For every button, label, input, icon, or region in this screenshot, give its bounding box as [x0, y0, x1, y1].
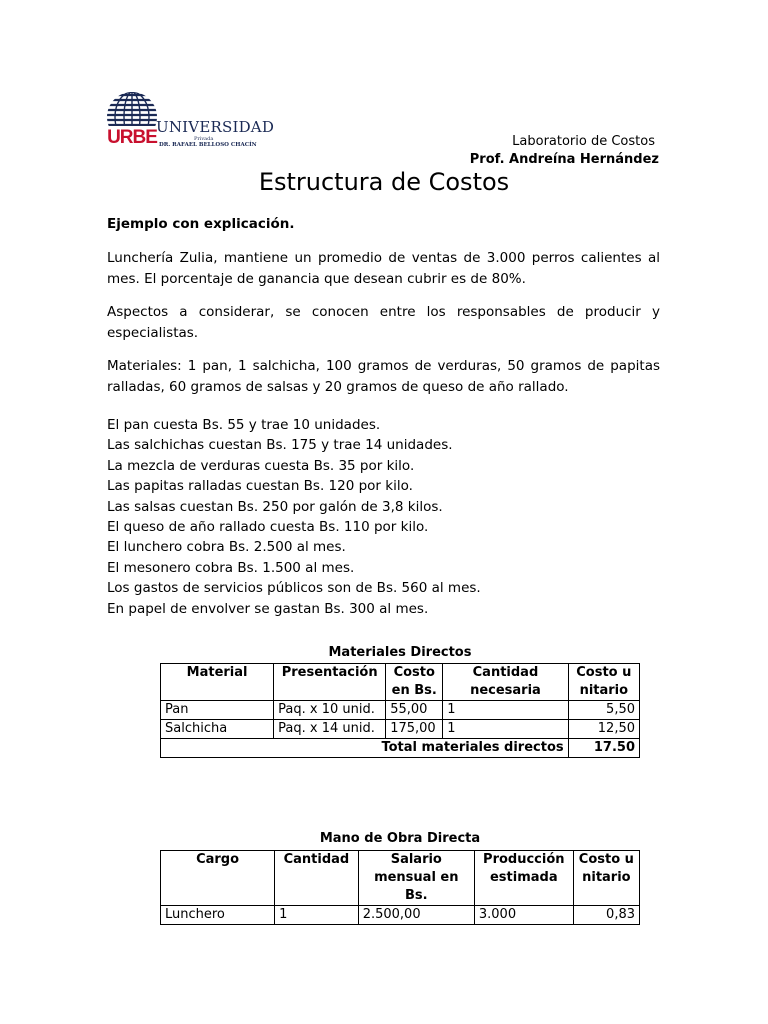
fact-line: Las papitas ralladas cuestan Bs. 120 por kilo. — [107, 478, 413, 495]
logo-university-text: UNIVERSIDAD — [156, 118, 275, 136]
cell-cost: 55,00 — [386, 701, 443, 720]
paragraph-aspects: Aspectos a considerar, se conocen entre los responsables de producir y especialistas. — [107, 304, 660, 341]
logo-privada-text: Privada — [194, 136, 214, 142]
col-header-unit-cost: Costo unitario — [568, 664, 639, 701]
professor-name: Prof. Andreína Hernández — [469, 152, 659, 167]
col-header-role: Cargo — [161, 851, 275, 906]
table-header-row — [161, 664, 640, 701]
col-header-unit-cost: Costo unitario — [573, 851, 639, 906]
labor-table-title: Mano de Obra Directa — [319, 831, 481, 846]
cell-quantity: 1 — [443, 720, 568, 739]
cell-unit-cost: 0,83 — [573, 906, 639, 925]
col-header-cost: Costo en Bs. — [386, 664, 443, 701]
fact-line: El pan cuesta Bs. 55 y trae 10 unidades. — [107, 417, 381, 433]
fact-line: El queso de año rallado cuesta Bs. 110 por kilo. — [107, 519, 429, 536]
table-total-row — [161, 739, 640, 758]
fact-line: Las salsas cuestan Bs. 250 por galón de 3,8 kilos. — [107, 498, 443, 515]
document-title: Estructura de Costos — [258, 168, 510, 196]
cell-quantity: 1 — [275, 906, 359, 925]
cell-unit-cost: 5,50 — [568, 701, 639, 720]
cell-material: Pan — [161, 701, 274, 720]
col-header-production: Producción estimada — [474, 851, 573, 906]
cost-facts-list — [107, 415, 660, 619]
cell-production: 3.000 — [474, 906, 573, 925]
cell-unit-cost: 12,50 — [568, 720, 639, 739]
cell-presentation: Paq. x 14 unid. — [274, 720, 386, 739]
fact-line: El lunchero cobra Bs. 2.500 al mes. — [107, 539, 346, 556]
total-value: 17.50 — [568, 739, 639, 758]
university-logo — [104, 91, 274, 151]
cell-quantity: 1 — [443, 701, 568, 720]
logo-name-text: DR. RAFAEL BELLOSO CHACÍN — [159, 142, 257, 148]
materials-table — [160, 663, 640, 758]
col-header-material: Material — [161, 664, 274, 701]
col-header-presentation: Presentación — [274, 664, 386, 701]
col-header-salary: Salario mensual en Bs. — [358, 851, 474, 906]
fact-line: La mezcla de verduras cuesta Bs. 35 por kilo. — [107, 457, 415, 474]
cell-salary: 2.500,00 — [358, 906, 474, 925]
paragraph-materials: Materiales: 1 pan, 1 salchicha, 100 gramos de verduras, 50 gramos de papitas ralladas, 60 gramos de salsas y 20 gramos de queso de año rallado. — [107, 358, 660, 395]
globe-logo-icon — [104, 91, 160, 151]
materials-table-title: Materiales Directos — [328, 645, 472, 660]
cell-presentation: Paq. x 10 unid. — [274, 701, 386, 720]
col-header-quantity: Cantidad — [275, 851, 359, 906]
table-row — [161, 906, 640, 925]
total-label: Total materiales directos — [161, 739, 569, 758]
fact-line: Las salchichas cuestan Bs. 175 y trae 14 unidades. — [107, 437, 453, 454]
course-name: Laboratorio de Costos — [512, 134, 655, 149]
cell-role: Lunchero — [161, 906, 275, 925]
fact-line: En papel de envolver se gastan Bs. 300 al mes. — [107, 600, 429, 617]
fact-line: El mesonero cobra Bs. 1.500 al mes. — [107, 559, 355, 576]
paragraph-intro: Lunchería Zulia, mantiene un promedio de ventas de 3.000 perros calientes al mes. El porcentaje de ganancia que desean cubrir es de 80%. — [107, 250, 660, 287]
cell-cost: 175,00 — [386, 720, 443, 739]
table-header-row — [161, 851, 640, 906]
table-row — [161, 720, 640, 739]
col-header-quantity: Cantidad necesaria — [443, 664, 568, 701]
example-subtitle: Ejemplo con explicación. — [107, 216, 295, 232]
labor-table — [160, 850, 640, 925]
logo-monogram: URBE — [107, 127, 157, 148]
fact-line: Los gastos de servicios públicos son de Bs. 560 al mes. — [107, 580, 481, 597]
cell-material: Salchicha — [161, 720, 274, 739]
table-row — [161, 701, 640, 720]
